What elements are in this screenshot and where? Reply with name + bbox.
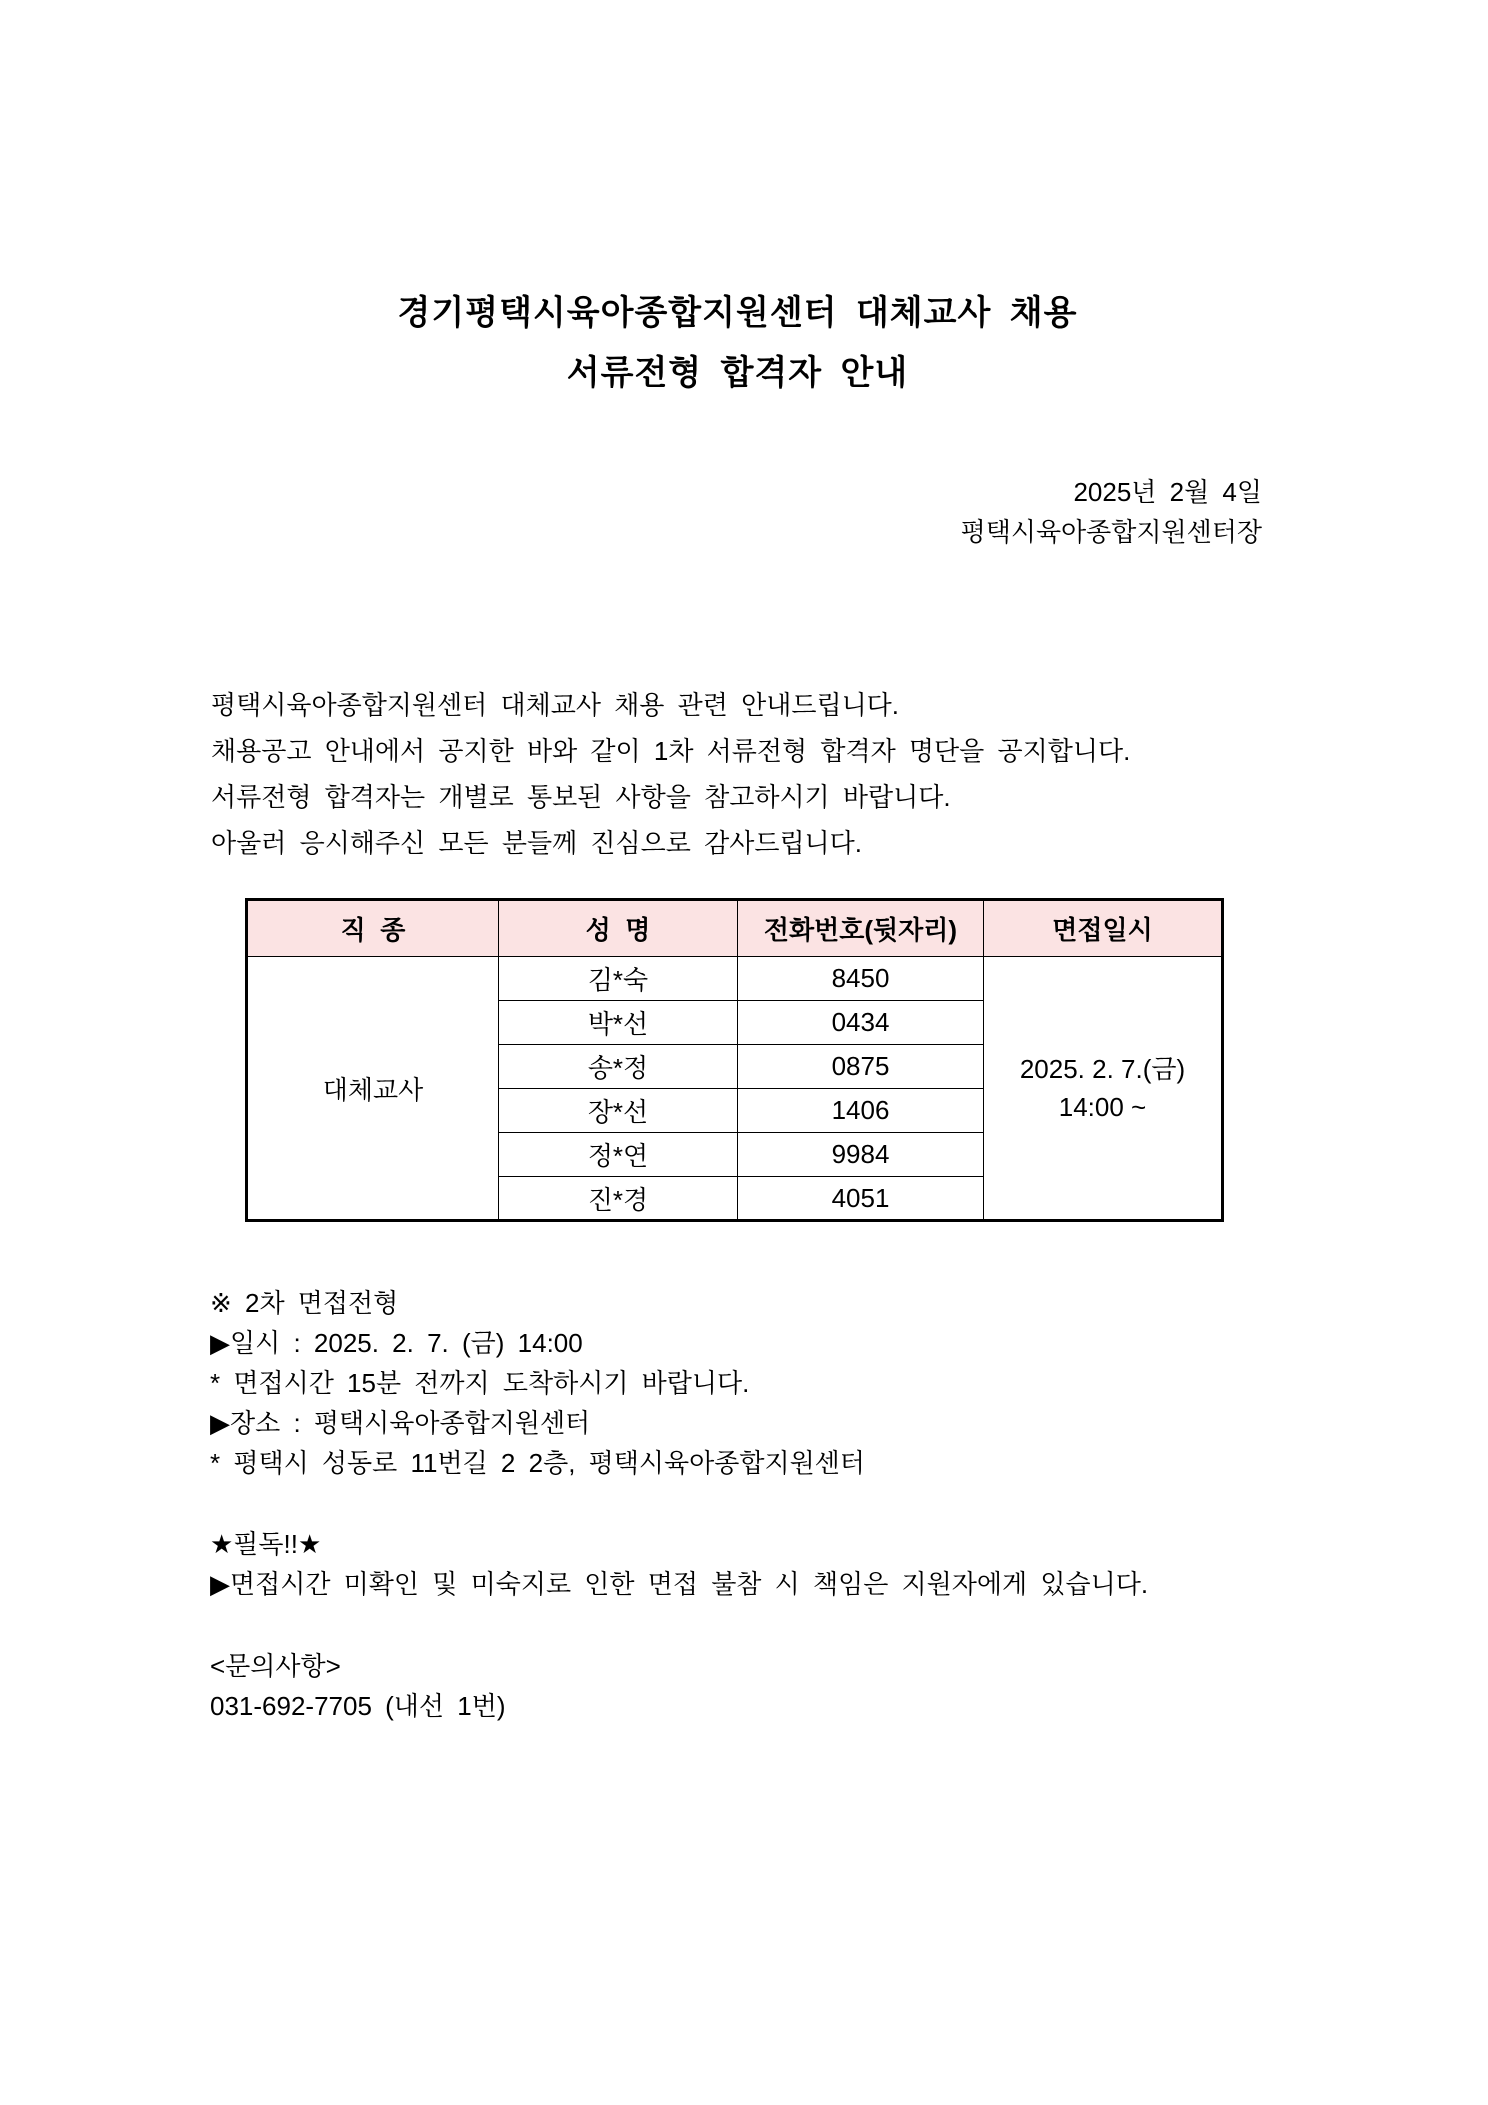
contact-phone: 031-692-7705 (내선 1번) xyxy=(210,1691,506,1721)
phone-cell: 1406 xyxy=(738,1089,984,1133)
phone-cell: 9984 xyxy=(738,1133,984,1177)
phone-cell: 0875 xyxy=(738,1045,984,1089)
name-cell: 송*정 xyxy=(499,1045,738,1089)
issue-date: 2025년 2월 4일 xyxy=(1073,477,1262,507)
details-datetime: ▶일시 : 2025. 2. 7. (금) 14:00 xyxy=(210,1328,583,1358)
header-interview: 면접일시 xyxy=(984,900,1223,957)
name-cell: 진*경 xyxy=(499,1177,738,1221)
interview-details xyxy=(210,1283,1360,1483)
table-header-row xyxy=(247,900,1223,957)
name-cell: 박*선 xyxy=(499,1001,738,1045)
intro-line: 아울러 응시해주신 모든 분들께 진심으로 감사드립니다. xyxy=(211,828,863,858)
notice-text: ▶면접시간 미확인 및 미숙지로 인한 면접 불참 시 책임은 지원자에게 있습니다. xyxy=(210,1569,1149,1599)
details-arrival-note: * 면접시간 15분 전까지 도착하시기 바랍니다. xyxy=(210,1368,750,1398)
document-title xyxy=(213,283,1262,403)
header-job: 직 종 xyxy=(247,900,499,957)
pass-list-table xyxy=(245,898,1224,1222)
details-heading: ※ 2차 면접전형 xyxy=(210,1288,399,1318)
header-name: 성 명 xyxy=(499,900,738,957)
date-signature-block xyxy=(213,472,1262,552)
contact-heading: <문의사항> xyxy=(210,1651,341,1681)
intro-line: 서류전형 합격자는 개별로 통보된 사항을 참고하시기 바랍니다. xyxy=(211,782,951,812)
title-line-2: 서류전형 합격자 안내 xyxy=(566,354,909,392)
interview-cell xyxy=(984,957,1223,1221)
job-cell: 대체교사 xyxy=(247,957,499,1221)
intro-line: 평택시육아종합지원센터 대체교사 채용 관련 안내드립니다. xyxy=(211,690,900,720)
title-line-1: 경기평택시육아종합지원센터 대체교사 채용 xyxy=(397,294,1078,332)
header-phone: 전화번호(뒷자리) xyxy=(738,900,984,957)
name-cell: 정*연 xyxy=(499,1133,738,1177)
phone-cell: 4051 xyxy=(738,1177,984,1221)
intro-paragraph xyxy=(211,682,1311,866)
interview-time: 14:00 ~ xyxy=(1058,1092,1147,1122)
name-cell: 김*숙 xyxy=(499,957,738,1001)
notice-heading: ★필독!!★ xyxy=(210,1529,322,1559)
details-address: * 평택시 성동로 11번길 2 2층, 평택시육아종합지원센터 xyxy=(210,1448,865,1478)
must-read-notice xyxy=(210,1524,1360,1604)
intro-line: 채용공고 안내에서 공지한 바와 같이 1차 서류전형 합격자 명단을 공지합니다. xyxy=(211,736,1131,766)
table-row xyxy=(247,957,1223,1001)
phone-cell: 8450 xyxy=(738,957,984,1001)
signer-title: 평택시육아종합지원센터장 xyxy=(960,517,1262,547)
phone-cell: 0434 xyxy=(738,1001,984,1045)
contact-info xyxy=(210,1646,1360,1726)
interview-date: 2025. 2. 7.(금) xyxy=(1019,1054,1186,1084)
details-place: ▶장소 : 평택시육아종합지원센터 xyxy=(210,1408,591,1438)
name-cell: 장*선 xyxy=(499,1089,738,1133)
